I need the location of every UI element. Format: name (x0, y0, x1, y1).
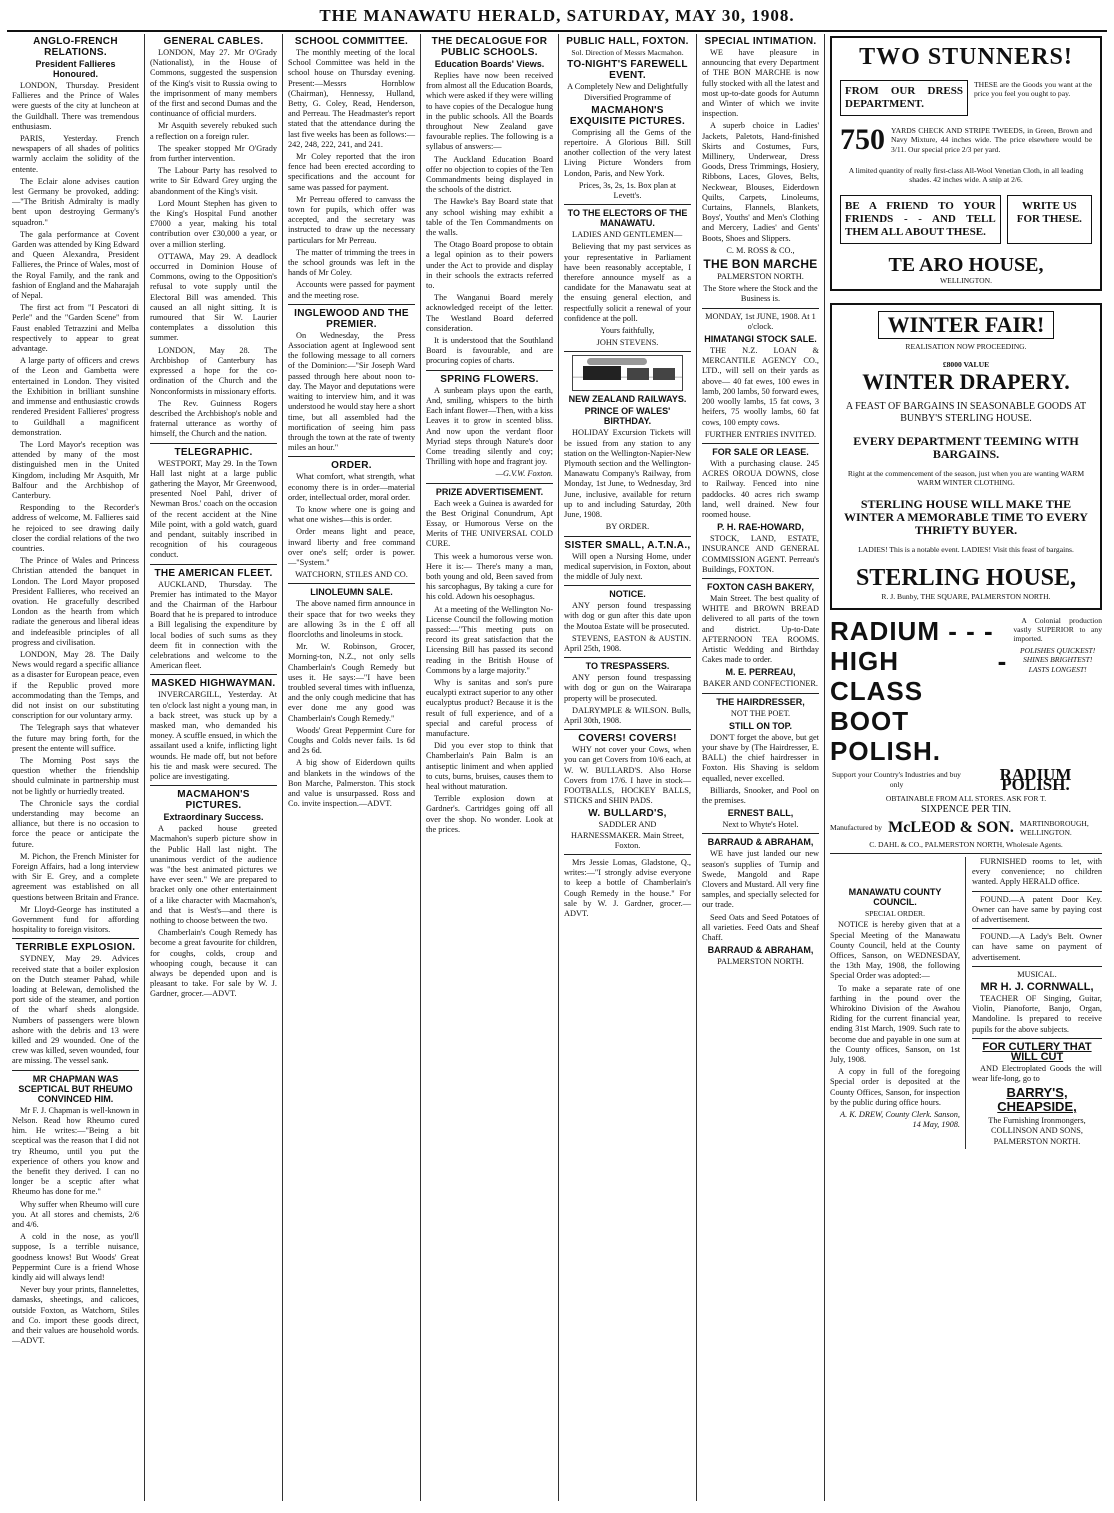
te-aro-house: TE ARO HOUSE, (888, 253, 1044, 276)
subheadline: NOTICE. (609, 589, 646, 600)
paragraph: Next to Whyte's Hotel. (722, 820, 799, 830)
paragraph: INVERCARGILL, Yesterday. At ten o'clock last night a young man, in a back street, was stuck up by a masked man, who demanded his money. A scuffle ensued, in which the assailant used a knife, inflicting light wounds. He made off, but not before his tie and mask were secured. The police are investigating. (150, 690, 277, 781)
headline: GENERAL CABLES. (163, 36, 264, 47)
paragraph: Replies have now been received from almost all the Education Boards, which were asked if they were willing to have copies of the Decalogue hung in the public schools. All the Boards throughout New Zealand gave favourable replies. The following is a syllabus of answers:— (426, 71, 553, 152)
paragraph: PALMERSTON NORTH. (717, 957, 804, 967)
paragraph: DON'T forget the above, but get your shave by (The Hairdresser, E. BALL) the chief hairdresser in Foxton. His Shaving is seldom equalled, never excelled. (702, 732, 819, 783)
column-1 (7, 34, 145, 1501)
paragraph: To make a separate rate of one farthing in the pound over the Whirokino Division of the Awahou Riding for the current financial year, ending 31st March, 1909. Such rate to become due and payable in one sum at the County offices, Sanson, on 1st July, 1908. (830, 983, 960, 1064)
signature: DALRYMPLE & WILSON. Bulls, April 30th, 1908. (564, 705, 691, 725)
winter-fair-sub: REALISATION NOW PROCEEDING. (905, 342, 1027, 352)
paragraph: OTTAWA, May 29. A deadlock occurred in Dominion House of Commons, owing to the Opposition's refusal to vote supply until the Electoral Bill was amended. This caused an all night sitting. It is rumoured that Sir W. Laurier contemplates a dissolution this summer. (150, 251, 277, 343)
paragraph: MUSICAL. (1017, 969, 1057, 979)
signature: WATCHORN, STILES AND CO. (295, 570, 408, 580)
headline: COVERS! COVERS! (578, 733, 677, 745)
winter-fair-right: Right at the commencement of the season, just when you are wanting WARM WARM WINTER CLOTHING. (847, 469, 1085, 488)
column-5 (559, 34, 697, 1501)
paragraph: POLISHES QUICKEST! SHINES BRIGHTEST! LASTS LONGEST! (1020, 645, 1096, 674)
paragraph: LADIES AND GENTLEMEN— (572, 230, 683, 240)
carriage-shape (653, 368, 675, 380)
paragraph: Comprising all the Gems of the repertoire. A Glorious Bill. Still another collection of the very latest Living Picture Wonders from London, Paris, and New York. (564, 127, 691, 178)
two-stunners-ad (830, 36, 1102, 291)
divider (426, 483, 553, 484)
yards-number: 750 (840, 123, 885, 156)
locomotive-shape (583, 366, 621, 380)
paragraph: WE have just landed our new season's supplies of Turnip and Swede, Mangold and Rape Clovers and Mustard. All very fine samples, and specially selected for our trade. (702, 849, 819, 910)
radium-price: SIXPENCE PER TIN. (920, 804, 1012, 816)
divider (564, 351, 691, 352)
divider (564, 536, 691, 537)
subheadline: FOR SALE OR LEASE. (712, 446, 809, 457)
subheadline: MR CHAPMAN WAS SCEPTICAL BUT RHEUMO CONVINCED HIM. (18, 1073, 133, 1104)
bottom-ads (830, 857, 1102, 1149)
paragraph: The monthly meeting of the local School Committee was held in the school house on Thursday evening. Present:—Messrs Hornblow (Chairman), Hennessy, Hulland, Betty, G. Coley, Read, Henderson, and Perreau. The Headmaster's report stated that the attendance during the last five weeks has been as follows:—242, 248, 222, 241, and 241. (288, 48, 415, 149)
paragraph: C. M. ROSS & CO., (726, 245, 795, 255)
divider (426, 370, 553, 371)
paragraph: The above named firm announce in their space that for two weeks they are allowing 3s in the £ off all floorcloths and linoleums in stock. (288, 599, 415, 639)
paragraph: On Wednesday, the Press Association agent at Inglewood sent the following message to all corners of the Dominion:—"Sir Joseph Ward passed through here about noon to-day. The Mayor and deputations were waiting to interview him, and it was understood he would stay here a short time, but all assembled had the mortification of seeing him pass through the town at the rate of twenty miles an hour." (288, 330, 415, 453)
paragraph: FOUND.—A Lady's Belt. Owner can have same on payment of advertisement. (972, 932, 1102, 962)
divider (972, 966, 1102, 967)
paragraph: The first act from "I Pescatori di Perle" and the "Garden Scene" from Faust enabled Tetrazzini and Melba respectively to appear to great advantage. (12, 303, 139, 354)
paragraph: SYDNEY, May 29. Advices received state that a boiler explosion on the Dutch steamer Pahad, while loading at Belewan, demolished the port side of the steamer, and portion of the wharf sheds alongside. Numbers of passengers were blown ashore with the debris and 13 were killed and 29 wounded. One of the crew was killed, seven wounded, four are missing. The vessel sank. (12, 954, 139, 1066)
headline: SISTER SMALL, A.T.N.A., (564, 539, 691, 551)
winter-fair-title: WINTER FAIR! (878, 311, 1054, 339)
column-7 (825, 34, 1107, 1501)
divider (564, 204, 691, 205)
paragraph: The Eclair alone advises caution lest Germany be provoked, adding:—"The British Admiralty is madly bent upon destroying Germany's squadron." (12, 176, 139, 227)
paragraph: Prices, 3s, 2s, 1s. Box plan at Levett's. (578, 180, 677, 201)
council-ad (830, 857, 966, 1149)
subheadline: LINOLEUMN SALE. (310, 587, 393, 598)
subheadline: BARRY'S, CHEAPSIDE, (997, 1085, 1077, 1115)
sterling-address: R. J. Bunby, THE SQUARE, PALMERSTON NORTH. (881, 592, 1051, 602)
subheadline: STILL ON TOP. (728, 720, 792, 731)
paragraph: Each week a Guinea is awarded for the Best Original Conundrum, Apt Essay, or Humorous Verse on the Merits of THE UNIVERSAL COLD CURE. (426, 498, 553, 549)
paragraph: Why is sanitas and son's pure eucalypti extract superior to any other eucalyptus product? Because it is the result of full experience, and of a special and careful process of manufacture. (426, 677, 553, 738)
signature: BY ORDER. (605, 522, 650, 532)
headline: MASKED HIGHWAYMAN. (151, 678, 276, 690)
paragraph: Accounts were passed for payment and the meeting rose. (288, 280, 415, 300)
paragraph: Chamberlain's Cough Remedy has become a great favourite for children, for coughs, colds, croup and whooping cough, because it can always be depended upon and is pleasant to take. For sale by W. J. Gardner, grocer.—ADVT. (150, 928, 277, 999)
paragraph: Seed Oats and Seed Potatoes of all varieties. Feed Oats and Sheaf Chaff. (702, 912, 819, 943)
winter-fair-ladies: LADIES! This is a notable event. LADIES! Visit this feast of bargains. (858, 544, 1074, 554)
divider (150, 564, 277, 565)
subheadline: P. H. RAE-HOWARD, (717, 522, 804, 533)
paragraph: To know where one is going and what one wishes—this is order. (288, 504, 415, 525)
poem: A sunbeam plays upon the earth, And, smiling, whispers to the birth Each infant flower—Then, with a kiss Leaves it to grow in scented bliss. And now upon the verdant floor Myriad steps through Nature's door Come treading silently and coy; Thrilling with hope and fragrant joy. (426, 385, 553, 467)
divider (830, 853, 1102, 854)
paragraph: Billiards, Snooker, and Pool on the premises. (702, 785, 819, 805)
friend-row (840, 195, 1092, 244)
subheadline: M. E. PERREAU, (725, 667, 796, 678)
signature: A. K. DREW, County Clerk. Sanson, 14 May, 1908. (840, 1109, 960, 1130)
signature: —G.V.W. Foxton. (495, 469, 553, 479)
paragraph: This week a humorous verse won. Here it is:— There's many a man, both young and old, Been saved from his sarcophagus, By taking a cure for his cold. Adown his oesophagus. (426, 551, 553, 602)
radium-mfr: Manufactured by (830, 823, 883, 833)
paragraph: THE N.Z. LOAN & MERCANTILE AGENCY CO., LTD., will sell on their yards as above— 40 fat ewes, 100 ewes in lamb, 200 lambs, 50 forward ewes, 200 woolly lambs, 15 fat cows, 3 heifers, 75 woolly lambs, 60 fat cows, 100 empty cows. (702, 346, 819, 427)
paragraph: NOT THE POET. (730, 708, 791, 718)
headline: SPRING FLOWERS. (440, 373, 539, 385)
paragraph: A cold in the nose, as you'll suppose, Is a terrible nuisance, goodness knows! But Woods' Great Peppermint Cure is a friend Whose kindly aid will always lend! (12, 1232, 139, 1282)
radium-line: RADIUM - - - (830, 615, 994, 646)
paragraph: STOCK, LAND, ESTATE, INSURANCE AND GENERAL COMMISSION AGENT. Perreau's Buildings, FOXTON. (702, 534, 819, 574)
paragraph: Mr Lloyd-George has instituted a Government fund for affording hospitality to foreign visitors. (12, 904, 139, 935)
train-illustration (572, 355, 683, 391)
paragraph: The Telegraph says that whatever the future may bring forth, for the present the entente will suffice. (12, 723, 139, 753)
paragraph: Order means light and peace, inward liberty and free command over one's self; order is power.—"System." (288, 527, 415, 567)
paragraph: BAKER AND CONFECTIONER. (702, 679, 818, 689)
paragraph: LONDON, May 28. The Daily News would regard a specific alliance as a disaster for European peace, even if the Republic proved more accommodating than the Temps, and did not insist on our substituting conscription for our voluntary army. (12, 649, 139, 721)
divider (12, 938, 139, 939)
friend-text: BE A FRIEND TO YOUR FRIENDS - - AND TELL THEM ALL ABOUT THESE. (840, 195, 1001, 244)
paragraph: The Auckland Education Board offer no objection to copies of the Ten Commandments being displayed in the schools of the district. (426, 154, 553, 195)
paragraph: M. Pichon, the French Minister for Foreign Affairs, had a long interview with Sir E. Grey, and a complete agreement was established on all questions between Britain and France. (12, 851, 139, 902)
subheadline: TO TRESPASSERS. (585, 661, 670, 672)
radium-line: HIGH - CLASS (830, 645, 1008, 706)
divider (288, 304, 415, 305)
signature: STEVENS, EASTON & AUSTIN. April 25th, 1908. (564, 633, 691, 653)
sterling-house: STERLING HOUSE, (855, 565, 1077, 592)
divider (150, 785, 277, 786)
winter-fair-every: EVERY DEPARTMENT TEEMING WITH BARGAINS. (853, 434, 1079, 462)
paragraph: Main Street. The best quality of WHITE and BROWN BREAD delivered to all parts of the town and district. Up-to-Date AFTERNOON TEA ROOMS. Artistic Wedding and Birthday Cakes made to order. (702, 593, 819, 665)
paragraph: Mr Coley reported that the iron fence had been erected according to specifications and the account for same was passed for payment. (288, 152, 415, 192)
paragraph: FOUND.—A patent Door Key. Owner can have same by paying cost of advertisement. (972, 894, 1102, 924)
dept-label: FROM OUR DRESS DEPARTMENT. (840, 80, 968, 116)
radium-row (830, 616, 1102, 766)
headline: THE BON MARCHE (703, 257, 818, 272)
paragraph: Did you ever stop to think that Chamberlain's Pain Balm is an antiseptic liniment and when applied to cuts, burns, bruises, causes them to heal without maturation. (426, 741, 553, 791)
paragraph: The Prince of Wales and Princess Christian attended the banquet in London. The Lord Mayor proposed President Fallieres, who received an ovation. He gracefully described London as the hearth from which radiate the generous and liberal ideas and indefeasible principles of all progress and civilisation. (12, 556, 139, 647)
signature: JOHN STEVENS. (596, 338, 659, 348)
paragraph: ANY person found trespassing with dog or gun after this date upon the Moutoa Estate will be prosecuted. (564, 601, 691, 631)
winter-fair-ad (830, 303, 1102, 609)
radium-maker: McLEOD & SON. (888, 818, 1014, 836)
winter-fair-sterling: STERLING HOUSE WILL MAKE THE WINTER A MEMORABLE TIME TO EVERY THRIFTY BUYER. (844, 496, 1088, 537)
paragraph: With a purchasing clause. 245 ACRES OROUA DOWNS, close to Railway. Fenced into nine paddocks. 40 acres rich swamp land, well drained. New four roomed house. (702, 458, 819, 519)
paragraph: Mr. W. Robinson, Grocer, Morning-ton, N.Z., not only sells Chamberlain's Cough Remedy but uses it. He says:—"I have been troubled several times with influenza, and the only cough medicine that has ever done me any good was Chamberlain's Cough Remedy." (288, 642, 415, 723)
smoke-shape (587, 358, 647, 365)
masthead: THE MANAWATU HERALD, SATURDAY, MAY 30, 1908. (7, 6, 1107, 32)
divider (12, 1070, 139, 1071)
paragraph: Mr Perreau offered to canvass the town for pupils, which offer was accepted, and the secretary was instructed to draw up the necessary particulars for Mr Perreau. (288, 194, 415, 245)
paragraph: A superb choice in Ladies' Jackets, Paletots, Hand-finished Skirts and Costumes, Furs, Millinery, Underwear, Dress Goods, Dress Trimmings, Hosiery, Ribbons, Laces, Gloves, Belts, Neckwear, Blouses, Eiderdown Quilts, Carpets, Linoleums, Curtains, Flannels, Blankets, Boys', Youths' and Men's Clothing and Mercery, Ladies' and Gents' Boots, Shoes and Slippers. (702, 121, 819, 243)
subheadline: Education Boards' Views. (434, 59, 545, 69)
winter-fair-feast: A FEAST OF BARGAINS IN SEASONABLE GOODS AT BUNBY'S STERLING HOUSE. (845, 401, 1087, 425)
radium-obtain: OBTAINABLE FROM ALL STORES. ASK FOR T. (885, 794, 1047, 804)
paragraph: The Otago Board propose to obtain a legal opinion as to their powers under the Act to provide and display in their schools the extracts referred to. (426, 240, 553, 291)
headline: PUBLIC HALL, FOXTON. (566, 36, 689, 47)
paragraph: The Wanganui Board merely acknowledged receipt of the letter. The Westland Board deferred consideration. (426, 293, 553, 333)
paragraph: Why suffer when Rheumo will cure you. At all stores and chemists, 2/6 and 4/6. (12, 1199, 139, 1229)
divider (702, 833, 819, 834)
subheadline: ERNEST BALL, (727, 808, 794, 819)
winter-fair-value: £8000 VALUE (942, 359, 990, 369)
subheadline: FOXTON CASH BAKERY, (706, 581, 814, 592)
headline: MACMAHON'S EXQUISITE PICTURES. (569, 104, 686, 127)
headline: ORDER. (331, 460, 372, 472)
divider (150, 443, 277, 444)
headline: TERRIBLE EXPLOSION. (15, 942, 136, 954)
radium-maker-row (830, 819, 1102, 838)
subheadline: BARRAUD & ABRAHAM, (707, 945, 814, 956)
carriage-shape (627, 368, 649, 380)
tweed-row (840, 124, 1092, 156)
radium-ad (830, 616, 1102, 850)
paragraph: The Lord Mayor's reception was attended by many of the most distinguished men in the United Kingdom, including Mr Asquith, Mr Balfour and the Archbishop of Canterbury. (12, 439, 139, 500)
venetian-text: A limited quantity of really first-class All-Wool Venetian Cloth, in all leading shades. 42 inches wide. A snip at 2/6. (848, 166, 1084, 185)
radium-mfr-loc: MARTINBOROUGH, WELLINGTON. (1019, 818, 1089, 838)
yards-text: YARDS CHECK AND STRIPE TWEEDS, in Green, Brown and Navy Mixture, 44 inches wide. The price elsewhere would be 3/11. Our special price 2/3 per yard. (891, 125, 1092, 154)
column-6 (697, 34, 825, 1501)
radium-polish: RADIUM POLISH. (999, 764, 1072, 794)
divider (564, 585, 691, 586)
paragraph: A packed house greeted Macmahon's superb picture show in the Public Hall last night. The unanimous verdict of the audience was "the best animated pictures we have ever seen." We are prepared to bracket only one other entertainment of a like character with Macmahon's, and that is West's—and there is nothing to choose between the two. (150, 824, 277, 926)
newspaper-page (7, 6, 1107, 1501)
paragraph: FURTHER ENTRIES INVITED. (704, 429, 817, 439)
headline: W. BULLARD'S, (588, 808, 667, 820)
divider (972, 928, 1102, 929)
paragraph: The Rev. Guinness Rogers described the Archbishop's noble and fraternal utterance as worthy of himself, the Church and the nation. (150, 398, 277, 439)
paragraph: Mr F. J. Chapman is well-known in Nelson. Read how Rheumo cured him. He writes:—"Being a bit sceptical was the reason that I did not try Rheumo, until you put the experience of others you know and the benefit they derived. I can no longer be a sceptic after what Rheumo has done for me." (12, 1105, 139, 1197)
winter-drapery: WINTER DRAPERY. (862, 369, 1070, 395)
paragraph: A Colonial production vastly SUPERIOR to any imported. (1013, 615, 1102, 644)
divider (972, 1038, 1102, 1039)
ad-title: TWO STUNNERS! (859, 44, 1073, 70)
headline: THE AMERICAN FLEET. (154, 567, 273, 579)
paragraph: Woods' Great Peppermint Cure for Coughs and Colds never fails. 1s 6d and 2s 6d. (288, 725, 415, 756)
headline: TO-NIGHT'S FAREWELL EVENT. (567, 59, 688, 82)
paragraph: Mrs Jessie Lomas, Gladstone, Q., writes:—"I strongly advise everyone to keep a bottle of Chamberlain's Cough Remedy in the house." For sale by W. J. Gardner, grocer.—ADVT. (564, 857, 691, 918)
paragraph: Terrible explosion down at Gardner's. Cartridges going off all over the shop. No wonder. Look at the prices. (426, 794, 553, 834)
paragraph: Never buy your prints, flannelettes, damasks, sheetings, and calicoes, outside Foxton, as Watchorn, Stiles and Co. import these goods direct, and their values are household words.—ADVT. (12, 1285, 139, 1346)
paragraph: Mr Asquith severely rebuked such a reflection on a foreign ruler. (150, 121, 277, 141)
column-4 (421, 34, 559, 1501)
divider (702, 443, 819, 444)
paragraph: Lord Mount Stephen has given to the King's Hospital Fund another £7000 a year, making his total contribution over £30,000 a year, or over a million sterling. (150, 198, 277, 249)
paragraph: A Completely New and Delightfully Diversified Programme of (567, 82, 688, 102)
paragraph: SPECIAL ORDER. (864, 908, 926, 918)
paragraph: HOLIDAY Excursion Tickets will be issued from any station to any station on the Wellington-Napier-New Plymouth section and the Wellington-Manawatu Company's Railway, from Monday, 1st June, to Wednesday, 3rd June, inclusive, available for return up to and including Saturday, 20th June, 1908. (564, 428, 691, 520)
small-ads (972, 857, 1102, 1149)
paragraph: Yours faithfully, (600, 326, 655, 336)
paragraph: A large party of officers and crews of the Leon and Gambetta were entertained in London. They visited the Exhibition in brilliant sunshine and immense and enthusiastic crowds rendered President Fallieres' progress to Guildhall a magnificent demonstration. (12, 356, 139, 437)
radium-side (1013, 616, 1102, 766)
divider (972, 891, 1102, 892)
paragraph: LONDON, May 27. Mr O'Grady (Nationalist), in the House of Commons, suggested the suspension of the King's visit to Russia owing to the imprisonment of many members of the first and second Dumas and the continuance of official murders. (150, 48, 277, 119)
paragraph: ANY person found trespassing with dog or gun on the Wairarapa property will be prosecuted. (564, 673, 691, 703)
subheadline: MANAWATU COUNTY COUNCIL. (848, 886, 942, 907)
subheadline: FOR CUTLERY THAT WILL CUT (982, 1040, 1092, 1063)
divider (702, 578, 819, 579)
paragraph: What comfort, what strength, what economy there is in order—material order, intellectual order, moral order. (288, 472, 415, 502)
paragraph: The Labour Party has resolved to write to Sir Edward Grey urging the abandonment of the King's visit. (150, 166, 277, 196)
headline: MACMAHON'S PICTURES. (177, 789, 250, 812)
subheadline: HIMATANGI STOCK SALE. (704, 334, 817, 345)
paragraph: The matter of trimming the trees in the school grounds was left in the hands of Mr Coley. (288, 247, 415, 278)
subheadline: BARRAUD & ABRAHAM, (707, 837, 814, 848)
columns (7, 34, 1107, 1501)
paragraph: AND Electroplated Goods the will wear life-long, go to (972, 1063, 1102, 1083)
divider (150, 674, 277, 675)
dept-row (840, 80, 1092, 116)
paragraph: It is understood that the Southland Board is favourable, and are procuring copies of charts. (426, 336, 553, 366)
divider (564, 729, 691, 730)
paragraph: LONDON, Thursday. President Fallieres and the Prince of Wales were guests of the city at luncheon at the Guildhall. There was tremendous enthusiasm. (12, 81, 139, 131)
subheadline: PRINCE OF WALES' BIRTHDAY. (584, 406, 671, 427)
headline: SCHOOL COMMITTEE. (294, 36, 409, 47)
paragraph: The Store where the Stock and the Business is. (703, 284, 818, 304)
paragraph: Believing that my past services as your representative in Parliament have been reasonably acceptable, I therefore announce myself as a candidate for the Manawatu seat at the ensuing general election, and respectfully solicit a renewal of your confidence at the poll. (564, 242, 691, 323)
paragraph: The speaker stopped Mr O'Grady from further intervention. (150, 143, 277, 164)
divider (564, 854, 691, 855)
divider (564, 657, 691, 658)
paragraph: PARIS, Yesterday. French newspapers of all shades of politics warmly acclaim the solidity of the entente. (12, 134, 139, 174)
divider (288, 456, 415, 457)
paragraph: WE have pleasure in announcing that every Department of THE BON MARCHE is now fully stocked with all the latest and most up-to-date goods for Autumn and Winter of which we invite inspection. (702, 48, 819, 119)
paragraph: At a meeting of the Wellington No-License Council the following motion passed:—"This meeting puts on record its great satisfaction that the Licensing Bill has passed its second reading in the British House of Commons by a large majority." (426, 604, 553, 675)
divider (702, 693, 819, 694)
paragraph: WHY not cover your Cows, when you can get Covers from 10/6 each, at W. W. BULLARD'S. Also Horse Covers from 17/6. I have in stock— FOOTBALLS, HOCKEY BALLS, STICKS and SHIN PADS. (564, 745, 691, 806)
radium-support: Support your Country's Industries and buy only (832, 770, 961, 789)
paragraph: PALMERSTON NORTH. (717, 272, 804, 282)
paragraph: MONDAY, 1st JUNE, 1908. At 1 o'clock. (705, 311, 816, 331)
column-2 (145, 34, 283, 1501)
subheadline: NEW ZEALAND RAILWAYS. (568, 394, 687, 405)
headline: INGLEWOOD AND THE PREMIER. (294, 307, 409, 330)
subheadline: President Fallieres Honoured. (35, 59, 116, 79)
paragraph: The Chronicle says the cordial understanding may become an alliance, but there is no occasion to force the peace or anticipate the future. (12, 798, 139, 849)
write-text: WRITE US FOR THESE. (1007, 195, 1092, 244)
paragraph: A copy in full of the foregoing Special order is deposited at the County Offices, Sanson, for inspection by the public during office hours. (830, 1067, 960, 1107)
paragraph: The Morning Post says the question whether the friendship should culminate in partnership must not be lightly or hurriedly treated. (12, 756, 139, 796)
column-3 (283, 34, 421, 1501)
headline: ANGLO-FRENCH RELATIONS. (33, 36, 118, 58)
divider (702, 308, 819, 309)
radium-support-row (830, 764, 1102, 794)
subheadline: Extraordinary Success. (163, 812, 264, 823)
paragraph: SADDLER AND HARNESSMAKER. Main Street, Foxton. (571, 820, 684, 850)
paragraph: FURNISHED rooms to let, with every convenience; no children wanted. Apply HERALD office. (972, 856, 1102, 887)
paragraph: The gala performance at Covent Garden was attended by King Edward and Queen Alexandra, President Fallieres, the Prince of Wales, most of the Royal Family, and the rank and fashion of England and the Maharajah of Nepal. (12, 229, 139, 301)
paragraph: WESTPORT, May 29. In the Town Hall last night at a large public gathering the Mayor, Mr Greenwood, presented Noel Pahl, driver of Newman Bros.' coach on the occasion of the recent accident at the Nine Mile point, with a gold watch, guard and pendant, suitably inscribed in recognition of his courageous conduct. (150, 458, 277, 560)
subheadline: MR H. J. CORNWALL, (980, 980, 1094, 993)
paragraph: The Furnishing Ironmongers, COLLINSON AND SONS, PALMERSTON NORTH. (988, 1116, 1086, 1146)
paragraph: AUCKLAND, Thursday. The Premier has intimated to the Mayor and the Chairman of the Harbour Board that he is prepared to introduce a Bill legalising the expenditure by local bodies of such sums as they deem fit in connection with the celebrations and welcome to the American fleet. (150, 579, 277, 671)
paragraph: The Hawke's Bay Board state that any school wishing may exhibit a table of the Ten Commandments on the walls. (426, 197, 553, 238)
paragraph: Sol. Direction of Messrs Macmahon. (571, 48, 684, 57)
dept-text: THESE are the Goods you want at the price you feel you ought to pay. (974, 80, 1092, 99)
paragraph: NOTICE is hereby given that at a Special Meeting of the Manawatu County Council, held at the County Offices, Sanson, on WEDNESDAY, the 13th May, 1908, the following Special Order was adopted:— (830, 920, 960, 981)
subheadline: THE HAIRDRESSER, (716, 696, 805, 707)
paragraph: A big show of Eiderdown quilts and blankets in the windows of the Bon Marche, Palmerston. This stock and value is unsurpassed. Ross and Co. invite inspection.—ADVT. (288, 758, 415, 809)
headline: THE DECALOGUE FOR PUBLIC SCHOOLS. (431, 36, 548, 58)
subheadline: TO THE ELECTORS OF THE MANAWATU. (567, 208, 688, 229)
radium-agents: C. DAHL & CO., PALMERSTON NORTH, Wholesale Agents. (869, 840, 1063, 850)
paragraph: TEACHER OF Singing, Guitar, Violin, Pianoforte, Banjo, Organ, Mandoline. Is prepared to receive pupils for the above subjects. (972, 993, 1102, 1034)
te-aro-city: WELLINGTON. (940, 275, 992, 285)
headline: SPECIAL INTIMATION. (704, 36, 817, 47)
paragraph: LONDON, May 28. The Archbishop of Canterbury has expressed a hope for the co-ordination of the Church and the Nonconformists in missionary efforts. (150, 345, 277, 396)
divider (288, 583, 415, 584)
radium-line: BOOT POLISH. (830, 705, 942, 766)
subheadline: PRIZE ADVERTISEMENT. (435, 486, 544, 497)
headline: TELEGRAPHIC. (174, 446, 253, 458)
paragraph: Responding to the Recorder's address of welcome, M. Fallieres said he rejoiced to see drawing daily closer the cordial relations of the two countries. (12, 503, 139, 553)
paragraph: Will open a Nursing Home, under medical supervision, in Foxton, about the middle of July next. (564, 551, 691, 581)
radium-headline (830, 616, 1007, 766)
